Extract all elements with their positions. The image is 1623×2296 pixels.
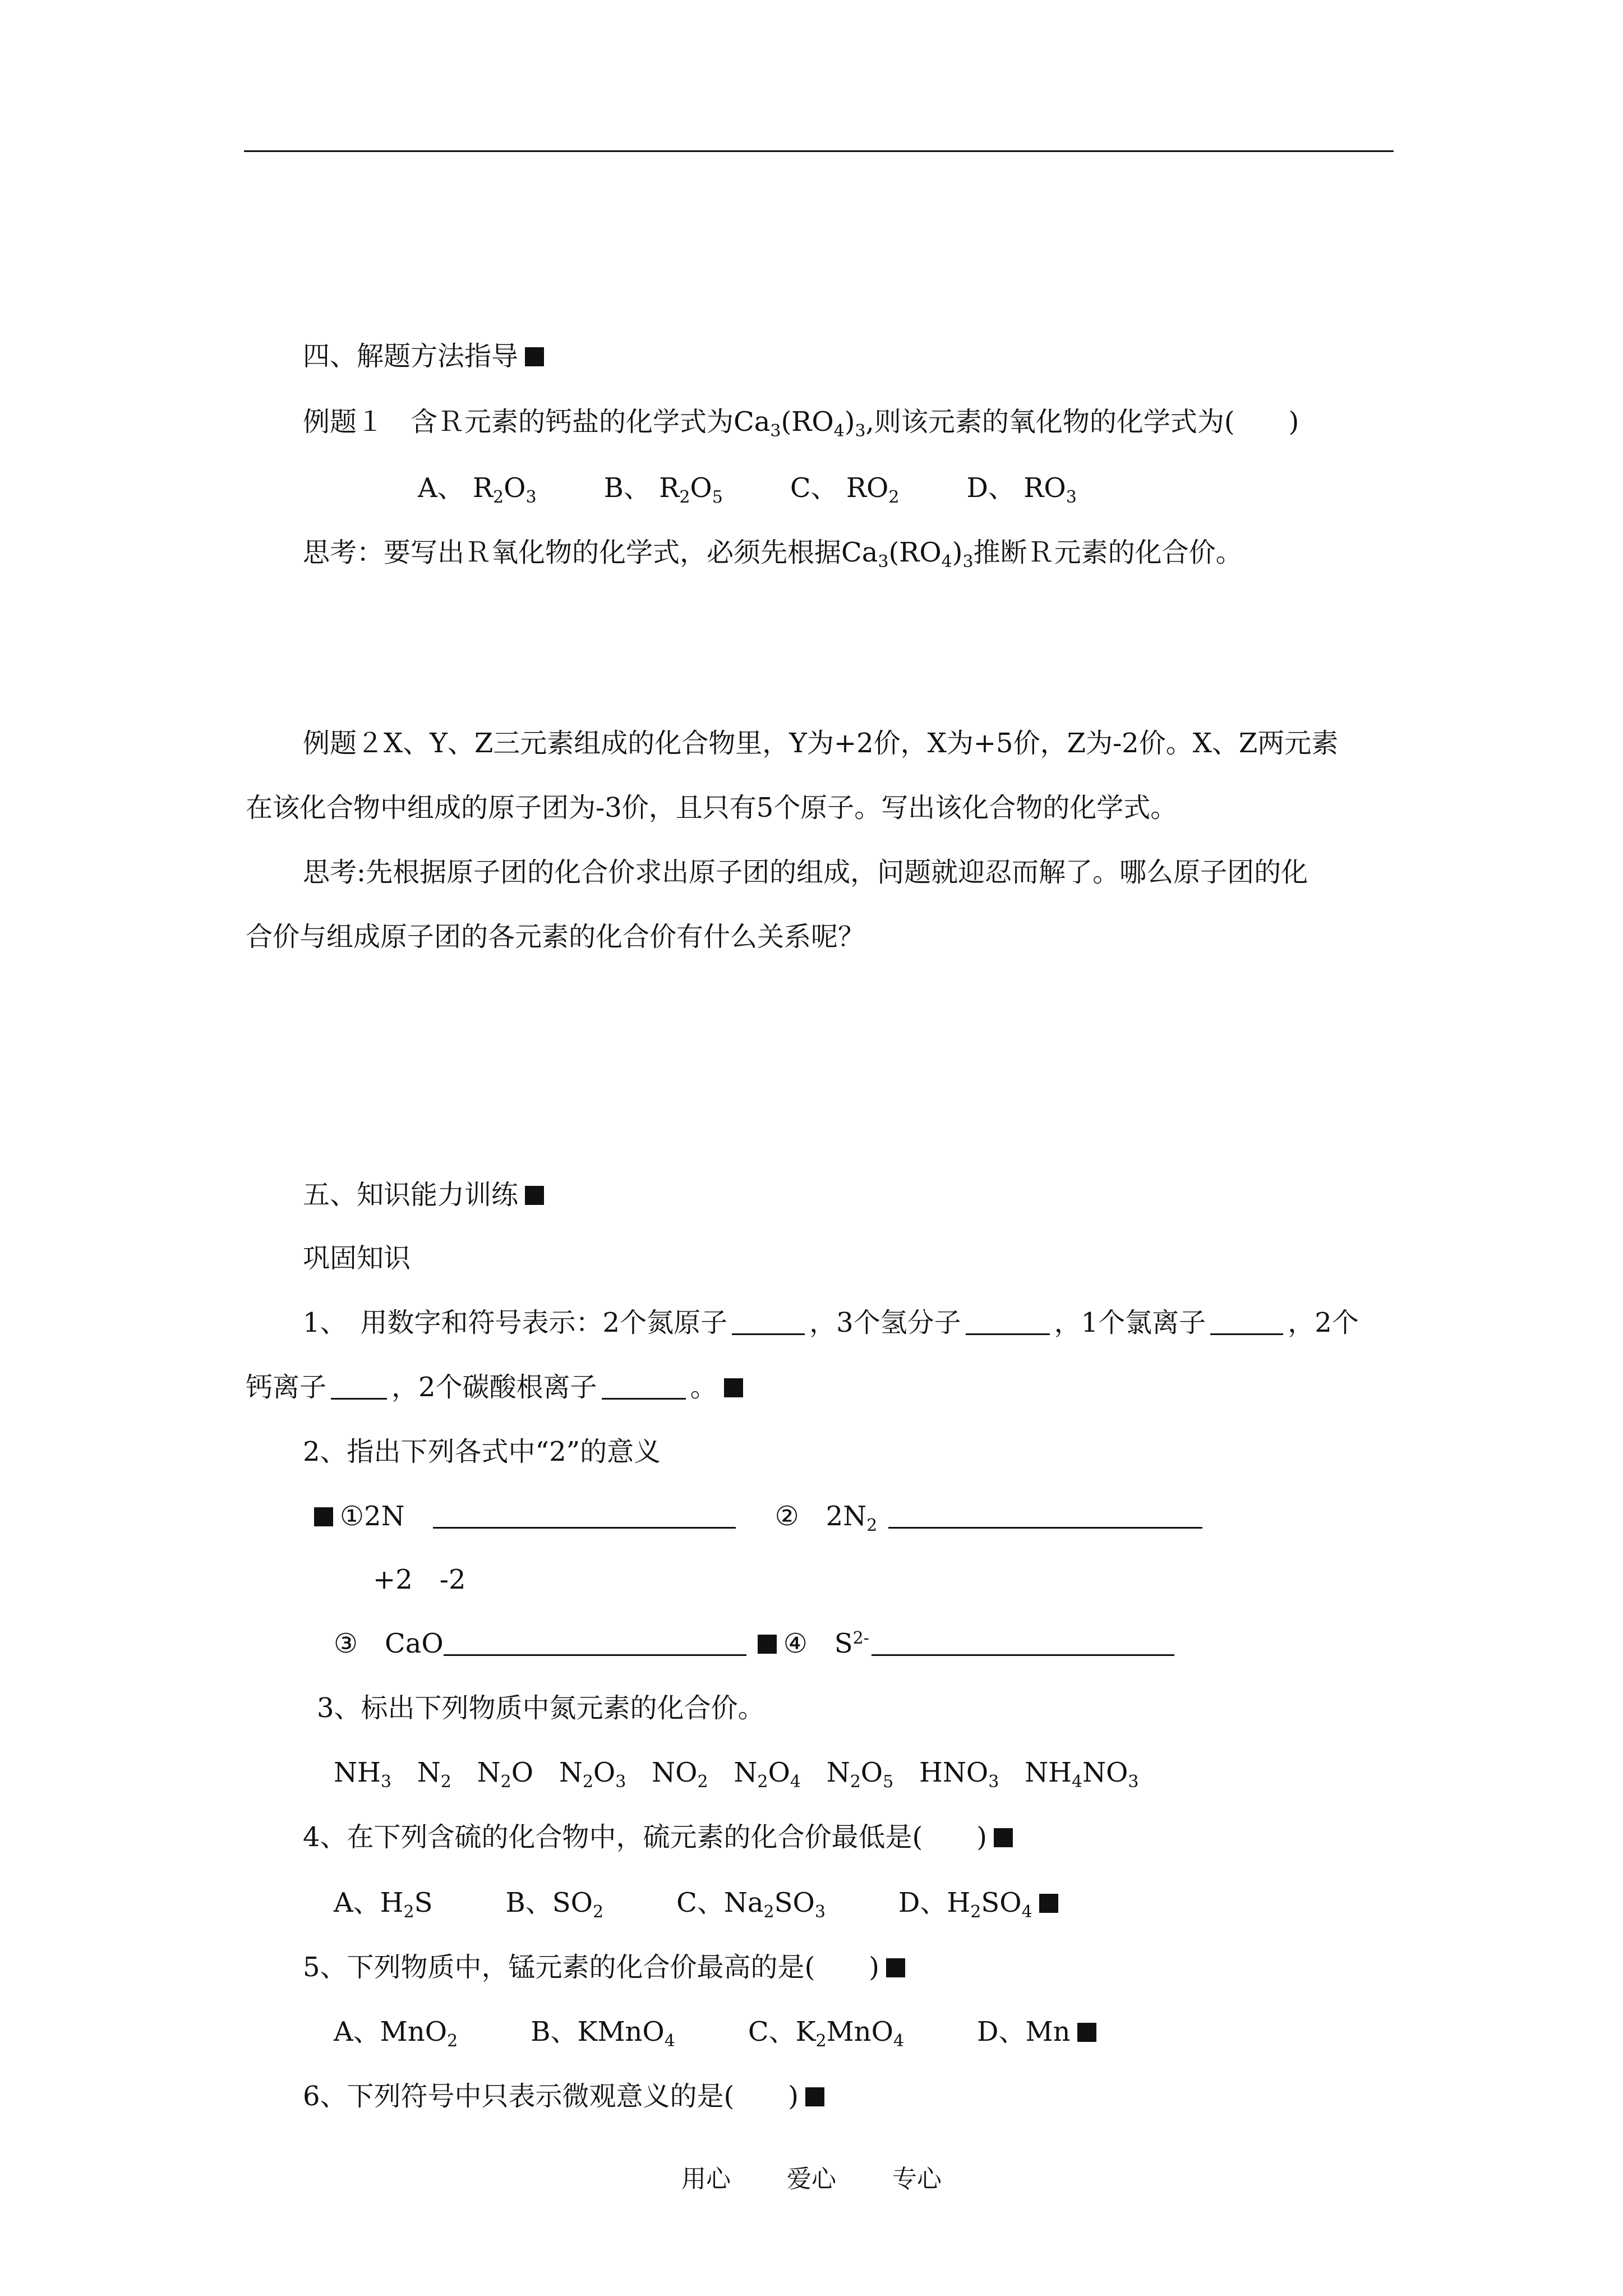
- option-a: A、 $R_2O_3$: [418, 472, 537, 507]
- page-footer: 用心 爱心 专心: [681, 2165, 942, 2193]
- option-b: B、 $R_2O_5$: [603, 472, 723, 507]
- square-icon: [724, 1378, 743, 1397]
- question1-line2: 钙离子 ，2个碳酸根离子 。: [246, 1370, 743, 1404]
- answer-blank[interactable]: [444, 1627, 746, 1656]
- question5: 5、下列物质中，锰元素的化合价最高的是( ): [303, 1950, 905, 1984]
- answer-blank[interactable]: [732, 1306, 805, 1335]
- square-icon: [525, 347, 544, 366]
- example2-line2: 在该化合物中组成的原子团为-3价，且只有5个原子。写出该化合物的化学式。: [246, 792, 1178, 823]
- example1-options: [418, 471, 1077, 505]
- square-icon: [525, 1186, 544, 1205]
- square-icon: [758, 1635, 777, 1654]
- answer-blank[interactable]: [331, 1371, 387, 1400]
- valence-marks: +2 -2: [373, 1564, 466, 1595]
- question5-options: A、MnO$_2$ B、KMnO$_4$ C、$K_2MnO_4$ D、Mn: [334, 2015, 1096, 2049]
- question4-options: A、$H_2S$ B、$SO_2$ C、$Na_2SO_3$ D、$H_2SO_4$: [334, 1886, 1058, 1920]
- answer-blank[interactable]: [602, 1371, 686, 1400]
- square-icon: [314, 1507, 333, 1526]
- answer-blank[interactable]: [888, 1500, 1202, 1529]
- example2-think2: 合价与组成原子团的各元素的化合价有什么关系呢？: [246, 921, 865, 953]
- answer-blank[interactable]: [433, 1500, 736, 1529]
- question4: 4、在下列含硫的化合物中，硫元素的化合价最低是( ): [303, 1820, 1013, 1854]
- question2-items-row2: ③ CaO ④ $S^{2-}$: [334, 1627, 1179, 1660]
- question6: 6、下列符号中只表示微观意义的是( ): [303, 2079, 824, 2113]
- answer-blank[interactable]: [966, 1306, 1050, 1335]
- header-rule: [244, 150, 1394, 152]
- section5-subtitle: 巩固知识: [303, 1243, 411, 1274]
- square-icon: [805, 2087, 824, 2106]
- option-d: D、 $RO_3$: [966, 472, 1077, 507]
- question3-formulas: $NH_3$ $N_2$ $N_2O$ $N_2O_3$ $NO_2$ $N_2O_4$ $N_2O_5$ $HNO_3$ $NH_4NO_3$: [334, 1757, 1139, 1792]
- option-c: C、 $RO_2$: [790, 472, 900, 507]
- question2-items-row1: ①2N ② $2N_2$: [314, 1499, 1207, 1533]
- question3: 3、标出下列物质中氮元素的化合价。: [317, 1692, 765, 1724]
- square-icon: [1077, 2023, 1096, 2042]
- question1-line1: 1、 用数字和符号表示：2个氮原子 ，3个氢分子 ，1个氯离子 ，2个: [303, 1307, 1359, 1338]
- square-icon: [1039, 1894, 1058, 1913]
- example1-think: 思考：要写出Ｒ氧化物的化学式，必须先根据$Ca_3(RO_4)_3$推断Ｒ元素的化合价。: [303, 537, 1243, 572]
- square-icon: [994, 1828, 1013, 1847]
- square-icon: [886, 1958, 905, 1977]
- question2: 2、指出下列各式中“2”的意义: [303, 1436, 661, 1467]
- section4-title: 四、解题方法指导: [303, 339, 544, 373]
- example1-question: 例题１ 含Ｒ元素的钙盐的化学式为$Ca_3(RO_4)_3$,则该元素的氧化物的化学式为( ): [303, 406, 1299, 441]
- example2-think1: 思考:先根据原子团的化合价求出原子团的组成，问题就迎忍而解了。哪么原子团的化: [303, 857, 1308, 888]
- example2-line1: 例题２X、Y、Z三元素组成的化合物里，Y为+2价，X为+5价，Z为-2价。X、Z两元素: [303, 728, 1339, 759]
- answer-blank[interactable]: [872, 1627, 1174, 1656]
- answer-blank[interactable]: [1210, 1306, 1283, 1335]
- section5-title: 五、知识能力训练: [303, 1178, 544, 1212]
